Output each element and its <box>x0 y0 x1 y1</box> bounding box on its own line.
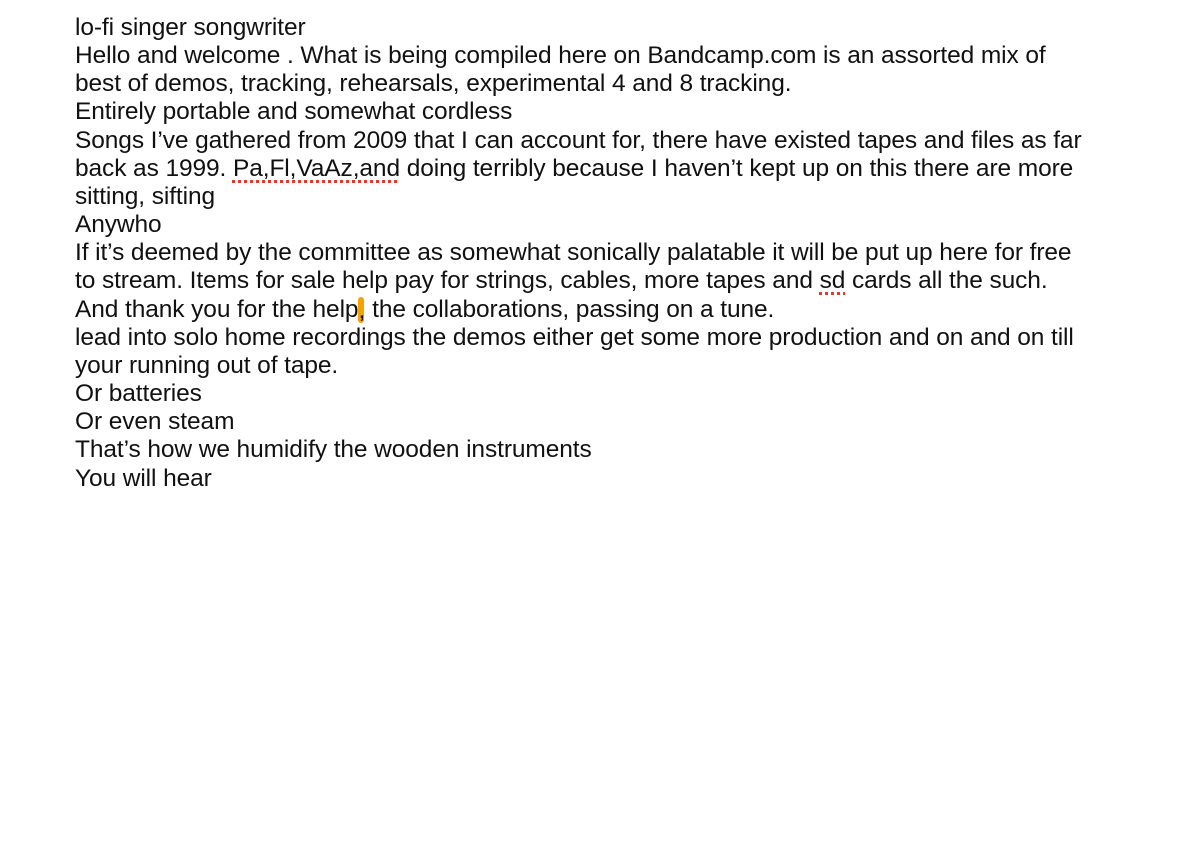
steam-line: Or even steam <box>75 408 235 436</box>
solo-paragraph <box>75 324 1165 380</box>
committee-line-1: If it’s deemed by the committee as somewhat sonically palatable it will be put up here for free <box>75 239 1072 267</box>
text-cursor-highlight <box>358 297 364 323</box>
committee-line-3-end: the collaborations, passing on a tune. <box>365 295 775 323</box>
committee-line-2-end: cards all the such. <box>845 267 1048 295</box>
humidify-line: That’s how we humidify the wooden instruments <box>75 436 592 464</box>
songs-paragraph <box>75 127 1165 211</box>
highlighted-comma: , <box>358 296 366 324</box>
songs-line-3: sitting, sifting <box>75 182 216 210</box>
misspelled-word[interactable]: sd <box>819 267 846 295</box>
document-body[interactable] <box>75 14 1165 493</box>
committee-line-3-start: And thank you for the help <box>75 295 359 323</box>
batteries-line: Or batteries <box>75 380 202 408</box>
intro-paragraph <box>75 42 1165 98</box>
hear-line: You will hear <box>75 464 212 492</box>
intro-line-1: Hello and welcome . What is being compiled here on Bandcamp.com is an assorted mix of <box>75 42 1046 70</box>
songs-line-2-end: doing terribly because I haven’t kept up on this there are more <box>399 154 1074 182</box>
songs-line-2-start: back as 1999. <box>75 154 233 182</box>
songs-line-1: Songs I’ve gathered from 2009 that I can account for, there have existed tapes and files as far <box>75 126 1082 154</box>
solo-line-1: lead into solo home recordings the demos either get some more production and on and on till <box>75 323 1074 351</box>
misspelled-word[interactable]: Pa,Fl,VaAz,and <box>232 154 400 182</box>
solo-line-2: your running out of tape. <box>75 351 339 379</box>
songs-line-2 <box>75 155 1165 183</box>
doc-title-line: lo-fi singer songwriter <box>75 14 306 41</box>
committee-line-2-start: to stream. Items for sale help pay for strings, cables, more tapes and <box>75 267 820 295</box>
anywho-line: Anywho <box>75 211 162 239</box>
committee-line-3 <box>75 296 1165 324</box>
committee-line-2 <box>75 267 1165 295</box>
intro-line-2: best of demos, tracking, rehearsals, experimental 4 and 8 tracking. <box>75 70 792 98</box>
portable-line: Entirely portable and somewhat cordless <box>75 98 513 126</box>
committee-paragraph <box>75 239 1165 323</box>
